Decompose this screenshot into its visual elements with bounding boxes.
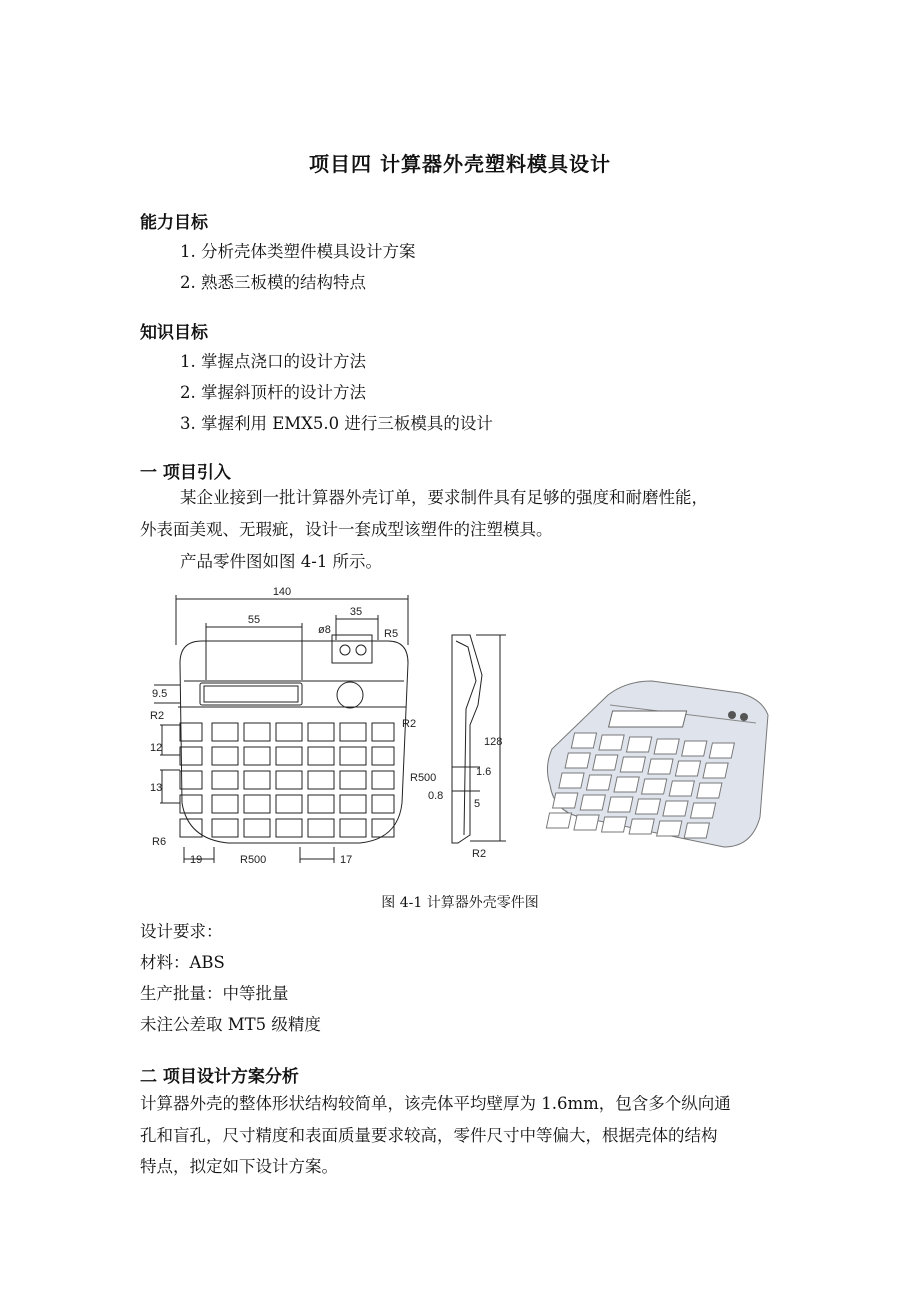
render-key [629,819,654,834]
render-key [571,733,596,748]
render-key [601,817,626,832]
drawing-key [372,747,394,765]
drawing-key [244,795,270,813]
render-key [654,739,679,754]
render-key [663,801,688,816]
dim-19: 19 [190,854,203,866]
section2-line2: 孔和盲孔，尺寸精度和表面质量要求较高，零件尺寸中等偏大，根据壳体的结构 [140,1126,718,1145]
render-key [546,813,571,828]
knowledge-item-2: 2. 掌握斜顶杆的设计方法 [180,383,366,402]
drawing-key [276,723,302,741]
knowledge-item-3: 3. 掌握利用 EMX5.0 进行三板模具的设计 [180,414,493,433]
requirements-material: 材料：ABS [140,953,225,972]
requirements-batch: 生产批量：中等批量 [140,984,289,1003]
render-key [608,797,633,812]
drawing-key [276,819,302,837]
render-key [553,793,578,808]
drawing-key [372,723,394,741]
drawing-key [276,747,302,765]
section1-para1-line1: 某企业接到一批计算器外壳订单，要求制件具有足够的强度和耐磨性能， [180,488,708,507]
drawing-key [212,747,238,765]
drawing-key [212,795,238,813]
render-key [559,773,584,788]
dim-140: 140 [272,586,292,598]
drawing-key [372,795,394,813]
drawing-key [180,747,202,765]
dim-5: 5 [474,798,481,810]
render-key [697,783,722,798]
dim-55: 55 [247,614,261,626]
dim-0-8: 0.8 [428,790,444,802]
dim-d8: ø8 [318,624,331,636]
drawing-key [340,819,366,837]
render-key [690,803,715,818]
drawing-key [276,795,302,813]
drawing-key [212,819,238,837]
render-key [620,757,645,772]
section1-heading: 一 项目引入 [140,463,231,483]
ability-item-1: 1. 分析壳体类塑件模具设计方案 [180,242,416,261]
section2-line1: 计算器外壳的整体形状结构较简单，该壳体平均壁厚为 1.6mm，包含多个纵向通 [140,1094,731,1113]
drawing-key [212,771,238,789]
render-key [709,743,734,758]
render-key [648,759,673,774]
dim-r2-right: R2 [402,718,417,730]
requirements-heading: 设计要求： [140,922,223,941]
drawing-key [340,771,366,789]
knowledge-heading: 知识目标 [140,323,208,343]
drawing-key [308,747,334,765]
render-key [627,737,652,752]
dim-35: 35 [349,606,363,618]
section2-heading: 二 项目设计方案分析 [140,1067,299,1087]
render-key [593,755,618,770]
part-drawing-figure [140,585,800,870]
drawing-key [308,819,334,837]
dim-r500-bottom: R500 [240,854,267,866]
drawing-key [308,771,334,789]
drawing-key [372,771,394,789]
drawing-key [180,723,202,741]
drawing-key [308,723,334,741]
render-key [675,761,700,776]
section1-para1-line2: 外表面美观、无瑕疵，设计一套成型该塑件的注塑模具。 [140,520,553,539]
figure-caption: 图 4-1 计算器外壳零件图 [381,895,539,911]
page-title: 项目四 计算器外壳塑料模具设计 [309,152,611,176]
render-key [574,815,599,830]
render-key [599,735,624,750]
render-key [586,775,611,790]
render-key [580,795,605,810]
dim-13: 13 [150,782,163,794]
drawing-key [244,771,270,789]
render-key [635,799,660,814]
render-key [657,821,682,836]
render-key [669,781,694,796]
drawing-key [276,771,302,789]
drawing-key [340,723,366,741]
dim-r500-right: R500 [410,772,437,784]
drawing-key [180,819,202,837]
drawing-key [180,771,202,789]
render-key [642,779,667,794]
drawing-key [308,795,334,813]
dim-12: 12 [150,742,163,754]
drawing-key [340,795,366,813]
dim-r5: R5 [384,628,399,640]
drawing-key [244,723,270,741]
drawing-key [244,819,270,837]
drawing-key [340,747,366,765]
render-key [684,823,709,838]
section2-line3: 特点，拟定如下设计方案。 [140,1157,338,1176]
section1-para2: 产品零件图如图 4-1 所示。 [180,552,383,571]
render-key [614,777,639,792]
drawing-key [244,747,270,765]
knowledge-item-1: 1. 掌握点浇口的设计方法 [180,352,366,371]
ability-item-2: 2. 熟悉三板模的结构特点 [180,273,366,292]
dim-r6: R6 [152,836,167,848]
dim-1-6: 1.6 [476,766,492,778]
dim-9-5: 9.5 [152,688,168,700]
render-key [703,763,728,778]
ability-heading: 能力目标 [140,213,208,233]
drawing-key [212,723,238,741]
dim-r2-side: R2 [472,848,487,860]
dim-17: 17 [340,854,353,866]
dim-r2-left: R2 [150,710,165,722]
drawing-key [372,819,394,837]
render-key [682,741,707,756]
dim-128: 128 [484,736,503,748]
render-key [565,753,590,768]
requirements-tolerance: 未注公差取 MT5 级精度 [140,1015,321,1034]
